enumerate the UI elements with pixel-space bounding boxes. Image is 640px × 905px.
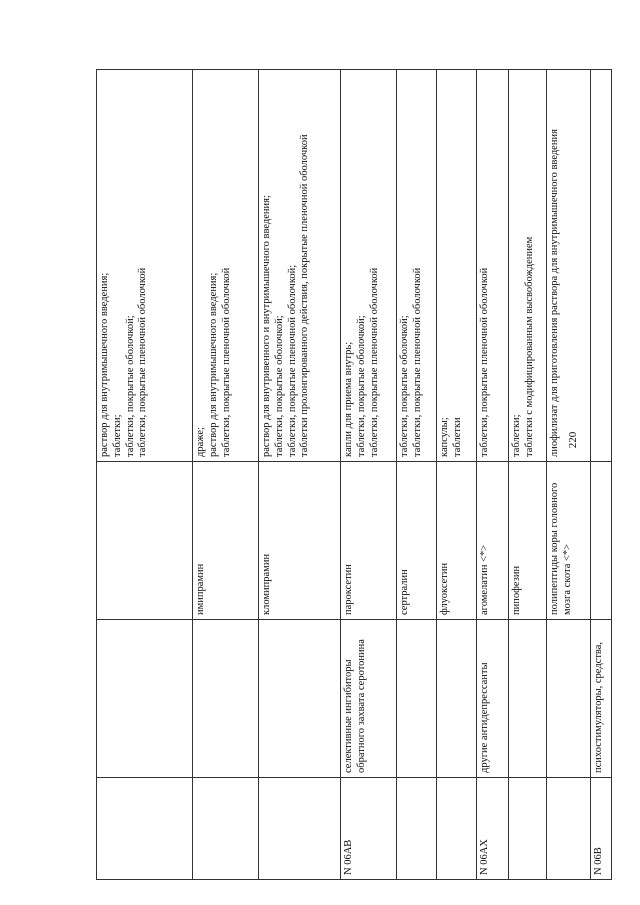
atc-code-cell: N 06AX bbox=[477, 778, 509, 880]
table-row bbox=[437, 70, 477, 880]
inn-cell: имипрамин bbox=[193, 462, 259, 620]
table-row bbox=[97, 70, 193, 880]
group-cell: другие антидепрессанты bbox=[477, 620, 509, 778]
group-cell bbox=[397, 620, 437, 778]
dosage-form-line: таблетки, покрытые оболочкой; bbox=[399, 315, 410, 457]
dosage-form-line: таблетки bbox=[451, 417, 463, 457]
table-row bbox=[547, 70, 591, 880]
inn-cell: флуоксетин bbox=[437, 462, 477, 620]
atc-code-cell bbox=[547, 778, 591, 880]
dosage-form-line: капсулы; bbox=[439, 417, 450, 457]
inn-cell bbox=[591, 462, 612, 620]
dosage-form-line: раствор для внутримышечного введения; bbox=[207, 272, 219, 457]
dosage-form-line: раствор для внутривенного и внутримышечного введения; bbox=[261, 195, 272, 457]
dosage-forms-cell bbox=[437, 70, 477, 462]
dosage-form-line: таблетки, покрытые пленочной оболочкой bbox=[411, 267, 423, 457]
table-row bbox=[341, 70, 397, 880]
group-cell: психостимуляторы, средства, bbox=[591, 620, 612, 778]
dosage-form-line: таблетки, покрытые пленочной оболочкой bbox=[220, 267, 232, 457]
dosage-form-line: таблетки с модифицированным высвобождением bbox=[523, 236, 535, 457]
dosage-form-line: лиофилизат для приготовления раствора для внутримышечного введения bbox=[549, 129, 560, 457]
table-row bbox=[193, 70, 259, 880]
dosage-form-line: капли для приема внутрь; bbox=[343, 341, 354, 457]
atc-code-cell: N 06B bbox=[591, 778, 612, 880]
table-row bbox=[259, 70, 341, 880]
dosage-form-line: таблетки пролонгированного действия, покрытые пленочной оболочкой bbox=[299, 134, 311, 457]
dosage-form-line: таблетки, покрытые пленочной оболочкой bbox=[137, 267, 149, 457]
inn-cell bbox=[97, 462, 193, 620]
group-cell bbox=[437, 620, 477, 778]
dosage-forms-cell bbox=[97, 70, 193, 462]
table-row bbox=[477, 70, 509, 880]
atc-code-cell bbox=[437, 778, 477, 880]
group-cell bbox=[97, 620, 193, 778]
inn-cell: пипофезин bbox=[509, 462, 547, 620]
atc-code-cell bbox=[193, 778, 259, 880]
dosage-form-line: таблетки, покрытые пленочной оболочкой bbox=[479, 267, 490, 457]
drug-table bbox=[96, 69, 612, 880]
group-cell bbox=[259, 620, 341, 778]
dosage-form-line: таблетки, покрытые оболочкой; bbox=[273, 315, 285, 457]
dosage-forms-cell bbox=[259, 70, 341, 462]
dosage-form-line: таблетки, покрытые пленочной оболочкой bbox=[368, 267, 380, 457]
dosage-forms-cell bbox=[547, 70, 591, 462]
inn-cell: пароксетин bbox=[341, 462, 397, 620]
group-cell bbox=[547, 620, 591, 778]
table-row bbox=[397, 70, 437, 880]
dosage-forms-cell bbox=[341, 70, 397, 462]
atc-code-cell bbox=[259, 778, 341, 880]
atc-code-cell bbox=[397, 778, 437, 880]
dosage-form-line: раствор для внутримышечного введения; bbox=[99, 272, 110, 457]
dosage-forms-cell bbox=[591, 70, 612, 462]
inn-cell: полипептиды коры головного мозга скота <*> bbox=[547, 462, 591, 620]
page-number: 220 bbox=[567, 431, 579, 449]
dosage-form-line: таблетки; bbox=[511, 414, 522, 457]
atc-code-cell bbox=[509, 778, 547, 880]
inn-cell: сертралин bbox=[397, 462, 437, 620]
dosage-forms-cell bbox=[397, 70, 437, 462]
group-cell bbox=[193, 620, 259, 778]
table-row bbox=[509, 70, 547, 880]
atc-code-cell: N 06AB bbox=[341, 778, 397, 880]
group-cell bbox=[509, 620, 547, 778]
drug-table-rotated bbox=[96, 70, 611, 880]
drug-table-body bbox=[97, 70, 612, 880]
dosage-form-line: таблетки, покрытые оболочкой; bbox=[124, 315, 136, 457]
dosage-forms-cell bbox=[477, 70, 509, 462]
dosage-form-line: таблетки, покрытые оболочкой; bbox=[355, 315, 367, 457]
dosage-form-line: таблетки; bbox=[111, 414, 123, 457]
atc-code-cell bbox=[97, 778, 193, 880]
dosage-forms-cell bbox=[193, 70, 259, 462]
dosage-forms-cell bbox=[509, 70, 547, 462]
dosage-form-line: таблетки, покрытые пленочной оболочкой; bbox=[286, 264, 298, 457]
inn-cell: кломипрамин bbox=[259, 462, 341, 620]
dosage-form-line: драже; bbox=[195, 427, 206, 457]
group-cell: селективные ингибиторы обратного захвата серотонина bbox=[341, 620, 397, 778]
table-row bbox=[591, 70, 612, 880]
inn-cell: агомелатин <*> bbox=[477, 462, 509, 620]
